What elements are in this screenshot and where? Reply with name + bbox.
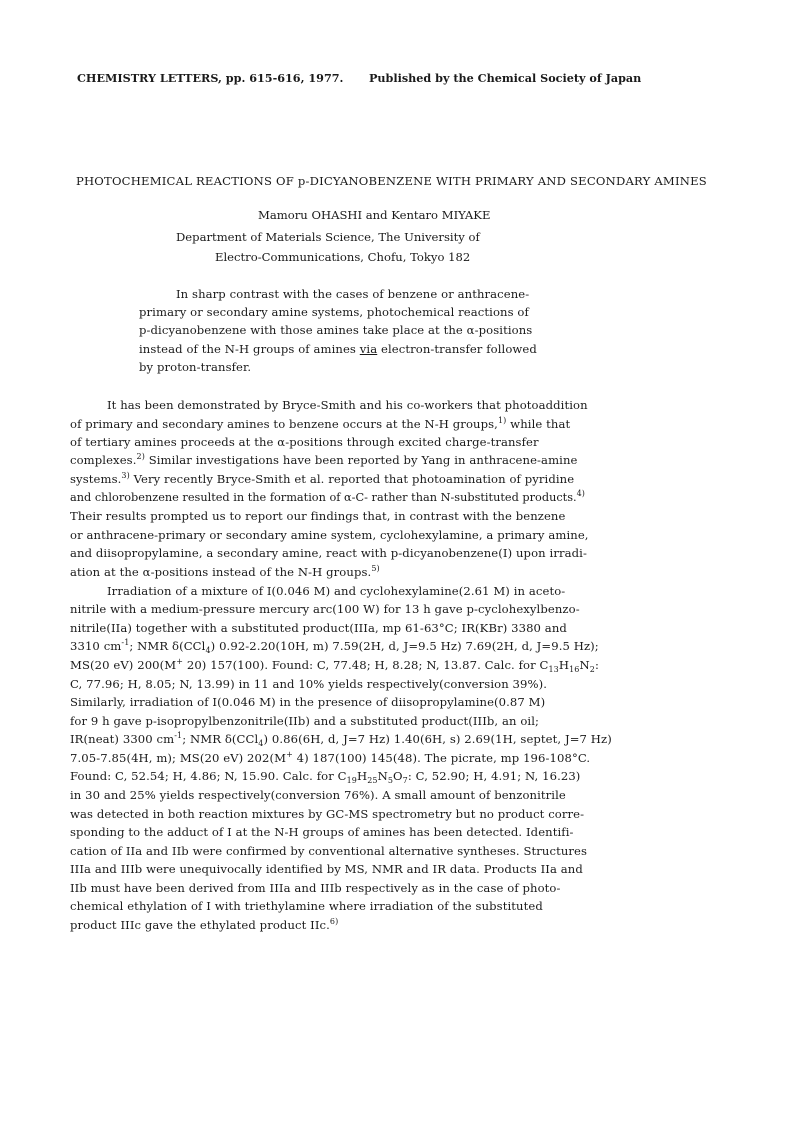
affiliation-line-1: Department of Materials Science, The University of	[176, 230, 480, 244]
body-text: product IIIc gave the ethylated product IIc.	[70, 918, 330, 932]
superscript: -1	[174, 731, 183, 740]
body-text: of primary and secondary amines to benzene occurs at the N-H groups,	[70, 417, 498, 431]
body-line: Similarly, irradiation of I(0.046 M) in the presence of diisopropylamine(0.87 M)	[70, 695, 546, 709]
body-line	[70, 490, 585, 506]
body-line: or anthracene-primary or secondary amine system, cyclohexylamine, a primary amine,	[70, 528, 589, 542]
body-text: 3310 cm	[70, 639, 122, 653]
body-line	[70, 564, 380, 580]
publisher-line: Published by the Chemical Society of Japan	[369, 71, 642, 85]
body-line: C, 77.96; H, 8.05; N, 13.99) in 11 and 10% yields respectively(conversion 39%).	[70, 677, 548, 691]
body-text: ) 0.86(6H, d, J=7 Hz) 1.40(6H, s) 2.69(1H, septet, J=7 Hz)	[263, 732, 612, 746]
author-names: Mamoru OHASHI and Kentaro MIYAKE	[258, 208, 491, 222]
body-text: H	[558, 658, 570, 672]
superscript: +	[286, 750, 293, 759]
body-text: 4) 187(100) 145(48). The picrate, mp 196-108°C.	[292, 751, 591, 765]
body-line: cation of IIa and IIb were confirmed by conventional alternative syntheses. Structures	[70, 844, 588, 858]
subscript: 25	[367, 776, 378, 785]
body-line: Their results prompted us to report our findings that, in contrast with the benzene	[70, 509, 566, 523]
body-line: and diisopropylamine, a secondary amine, react with p-dicyanobenzene(I) upon irradi-	[70, 546, 587, 560]
body-line: IIIa and IIIb were unequivocally identified by MS, NMR and IR data. Products IIa and	[70, 862, 583, 876]
body-line	[70, 638, 599, 654]
subscript: 2	[589, 665, 595, 674]
body-line: sponding to the adduct of I at the N-H groups of amines has been detected. Identifi-	[70, 825, 574, 839]
body-text: Found: C, 52.54; H, 4.86; N, 15.90. Calc. for C	[70, 769, 347, 783]
abstract-emphasis: via	[359, 342, 378, 356]
reference-marker: 1)	[497, 416, 507, 425]
body-line: for 9 h gave p-isopropylbenzonitrile(IIb) and a substituted product(IIIb, an oil;	[70, 714, 540, 728]
body-text: N	[377, 769, 388, 783]
body-line: in 30 and 25% yields respectively(conversion 76%). A small amount of benzonitrile	[70, 788, 566, 802]
body-line: It has been demonstrated by Bryce-Smith and his co-workers that photoaddition	[107, 398, 588, 412]
body-line: was detected in both reaction mixtures by GC-MS spectrometry but no product corre-	[70, 807, 585, 821]
body-line	[70, 768, 580, 784]
body-line	[70, 731, 612, 747]
body-line	[70, 452, 578, 468]
body-text: ; NMR δ(CCl	[129, 639, 206, 653]
reference-marker: 6)	[329, 917, 339, 926]
abstract-text: electron-transfer followed	[377, 342, 537, 356]
body-line: nitrile(IIa) together with a substituted product(IIIa, mp 61-63°C; IR(KBr) 3380 and	[70, 621, 567, 635]
body-line: chemical ethylation of I with triethylamine where irradiation of the substituted	[70, 899, 543, 913]
body-line: of tertiary amines proceeds at the α-positions through excited charge-transfer	[70, 435, 539, 449]
body-line	[70, 917, 338, 933]
affiliation-line-2: Electro-Communications, Chofu, Tokyo 182	[215, 250, 471, 264]
body-text: ation at the α-positions instead of the N-H groups.	[70, 565, 372, 579]
body-line	[70, 657, 599, 673]
body-text: N	[579, 658, 590, 672]
body-text: 7.05-7.85(4H, m); MS(20 eV) 202(M	[70, 751, 287, 765]
body-text: Very recently Bryce-Smith et al. reported that photoamination of pyridine	[129, 472, 575, 486]
body-text: and chlorobenzene resulted in the formation of α-C- rather than N-substituted products.	[70, 491, 577, 504]
body-text: Similar investigations have been reported by Yang in anthracene-amine	[144, 453, 578, 467]
body-line	[70, 471, 574, 487]
subscript: 19	[346, 776, 357, 785]
subscript: 16	[569, 665, 580, 674]
body-line: nitrile with a medium-pressure mercury arc(100 W) for 13 h gave p-cyclohexylbenzo-	[70, 602, 580, 616]
subscript: 5	[387, 776, 394, 785]
body-text: MS(20 eV) 200(M	[70, 658, 177, 672]
subscript: 4	[205, 646, 211, 655]
body-text: O	[393, 769, 403, 783]
reference-marker: 4)	[576, 489, 585, 498]
body-line	[70, 416, 570, 432]
superscript: -1	[121, 638, 130, 647]
subscript: 13	[548, 665, 559, 674]
abstract-line	[139, 341, 537, 357]
abstract-line: p-dicyanobenzene with those amines take place at the α-positions	[139, 323, 533, 337]
superscript: +	[176, 657, 184, 666]
paper-title: PHOTOCHEMICAL REACTIONS OF p-DICYANOBENZENE WITH PRIMARY AND SECONDARY AMINES	[76, 174, 707, 188]
abstract-line: In sharp contrast with the cases of benzene or anthracene-	[176, 287, 530, 301]
body-text: while that	[506, 417, 571, 431]
body-text: 20) 157(100). Found: C, 77.48; H, 8.28; N, 13.87. Calc. for C	[183, 658, 549, 672]
body-text: systems.	[70, 472, 122, 486]
body-line	[70, 750, 590, 766]
body-text: : C, 52.90; H, 4.91; N, 16.23)	[407, 769, 581, 783]
body-text: H	[356, 769, 368, 783]
abstract-line: primary or secondary amine systems, photochemical reactions of	[139, 305, 529, 319]
abstract-line: by proton-transfer.	[139, 360, 252, 374]
body-text: ) 0.92-2.20(10H, m) 7.59(2H, d, J=9.5 Hz) 7.69(2H, d, J=9.5 Hz);	[210, 639, 599, 653]
subscript: 7	[402, 776, 408, 785]
reference-marker: 3)	[121, 471, 130, 480]
body-text: IR(neat) 3300 cm	[70, 732, 175, 746]
body-line: IIb must have been derived from IIIa and IIIb respectively as in the case of photo-	[70, 881, 561, 895]
body-text: complexes.	[70, 453, 137, 467]
abstract-text: instead of the N-H groups of amines	[139, 342, 360, 356]
subscript: 4	[258, 739, 264, 748]
body-line: Irradiation of a mixture of I(0.046 M) and cyclohexylamine(2.61 M) in aceto-	[107, 584, 566, 598]
reference-marker: 2)	[136, 452, 145, 461]
reference-marker: 5)	[371, 564, 380, 573]
body-text: ; NMR δ(CCl	[182, 732, 259, 746]
journal-citation: CHEMISTRY LETTERS, pp. 615-616, 1977.	[77, 71, 344, 85]
body-text: :	[594, 658, 599, 672]
